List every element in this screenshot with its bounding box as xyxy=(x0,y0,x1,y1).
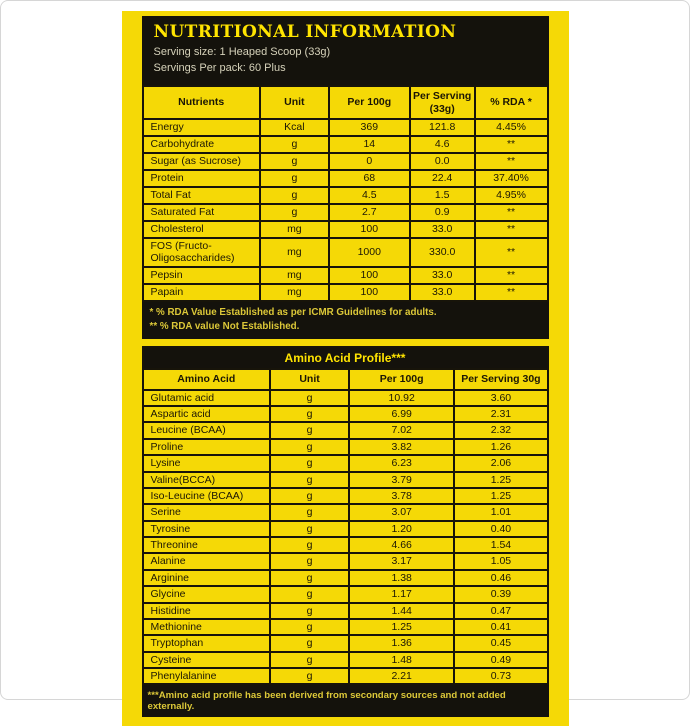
table-row xyxy=(143,422,548,438)
amino-table-header xyxy=(143,347,548,390)
table-cell: 1000 xyxy=(329,238,410,267)
table-cell: 33.0 xyxy=(410,267,475,284)
table-cell: 1.25 xyxy=(454,488,547,504)
table-cell: 1.5 xyxy=(410,187,475,204)
table-cell: 3.07 xyxy=(349,504,454,520)
table-cell: Proline xyxy=(143,439,271,455)
column-header-unit: Unit xyxy=(260,86,329,119)
table-cell: 2.21 xyxy=(349,668,454,684)
table-row xyxy=(143,635,548,651)
table-cell: 100 xyxy=(329,221,410,238)
table-cell: Threonine xyxy=(143,537,271,553)
table-row xyxy=(143,170,548,187)
table-cell: ** xyxy=(475,204,548,221)
table-cell: 1.01 xyxy=(454,504,547,520)
amino-title-row xyxy=(143,347,548,369)
table-cell: 3.60 xyxy=(454,390,547,406)
table-row xyxy=(143,586,548,602)
table-cell: 1.05 xyxy=(454,553,547,569)
column-header-per-serving: Per Serving (33g) xyxy=(410,86,475,119)
table-cell: g xyxy=(270,553,349,569)
table-cell: mg xyxy=(260,221,329,238)
table-cell: g xyxy=(270,635,349,651)
table-cell: Carbohydrate xyxy=(143,136,260,153)
table-cell: 0.9 xyxy=(410,204,475,221)
table-cell: 37.40% xyxy=(475,170,548,187)
column-header-per-serving-30g: Per Serving 30g xyxy=(454,369,547,389)
table-cell: ** xyxy=(475,153,548,170)
table-cell: 2.32 xyxy=(454,422,547,438)
table-row xyxy=(143,537,548,553)
column-header-rda: % RDA * xyxy=(475,86,548,119)
table-cell: 1.36 xyxy=(349,635,454,651)
amino-footnote-band: ***Amino acid profile has been derived from secondary sources and not added externally. xyxy=(142,685,549,717)
table-cell: g xyxy=(270,504,349,520)
table-cell: 1.26 xyxy=(454,439,547,455)
table-cell: g xyxy=(270,455,349,471)
table-row xyxy=(143,284,548,301)
table-row xyxy=(143,488,548,504)
table-row xyxy=(143,504,548,520)
table-cell: 2.31 xyxy=(454,406,547,422)
table-cell: g xyxy=(270,668,349,684)
table-cell: Lysine xyxy=(143,455,271,471)
table-cell: g xyxy=(260,153,329,170)
table-cell: Sugar (as Sucrose) xyxy=(143,153,260,170)
table-cell: 4.66 xyxy=(349,537,454,553)
table-cell: mg xyxy=(260,284,329,301)
column-header-nutrients: Nutrients xyxy=(143,86,260,119)
table-cell: 4.45% xyxy=(475,119,548,136)
table-cell: Cholesterol xyxy=(143,221,260,238)
table-cell: Cysteine xyxy=(143,652,271,668)
table-cell: g xyxy=(270,472,349,488)
table-cell: Valine(BCCA) xyxy=(143,472,271,488)
table-cell: 0.47 xyxy=(454,603,547,619)
table-cell: g xyxy=(260,204,329,221)
table-cell: 2.06 xyxy=(454,455,547,471)
table-cell: 0.45 xyxy=(454,635,547,651)
table-cell: 3.82 xyxy=(349,439,454,455)
table-cell: 6.99 xyxy=(349,406,454,422)
table-cell: 14 xyxy=(329,136,410,153)
table-cell: 330.0 xyxy=(410,238,475,267)
table-cell: 4.6 xyxy=(410,136,475,153)
table-cell: g xyxy=(270,488,349,504)
table-cell: Protein xyxy=(143,170,260,187)
table-cell: ** xyxy=(475,136,548,153)
servings-per-pack-line: Servings Per pack: 60 Plus xyxy=(153,62,286,75)
table-row xyxy=(143,455,548,471)
column-header-amino-acid: Amino Acid xyxy=(143,369,271,389)
table-cell: g xyxy=(270,390,349,406)
table-cell: 3.79 xyxy=(349,472,454,488)
amino-acid-table xyxy=(142,346,549,685)
table-cell: Aspartic acid xyxy=(143,406,271,422)
table-row xyxy=(143,153,548,170)
table-row xyxy=(143,136,548,153)
table-cell: 1.17 xyxy=(349,586,454,602)
table-cell: Pepsin xyxy=(143,267,260,284)
table-cell: ** xyxy=(475,221,548,238)
table-cell: Iso-Leucine (BCAA) xyxy=(143,488,271,504)
column-header-per-100g: Per 100g xyxy=(349,369,454,389)
table-cell: 1.25 xyxy=(454,472,547,488)
table-cell: 0.46 xyxy=(454,570,547,586)
table-cell: g xyxy=(270,537,349,553)
table-row xyxy=(143,267,548,284)
table-cell: 121.8 xyxy=(410,119,475,136)
table-cell: mg xyxy=(260,238,329,267)
nutrition-table xyxy=(142,85,549,302)
nutrition-table-header xyxy=(143,86,548,119)
table-cell: 1.54 xyxy=(454,537,547,553)
table-cell: g xyxy=(270,422,349,438)
table-cell: 4.5 xyxy=(329,187,410,204)
serving-size-line: Serving size: 1 Heaped Scoop (33g) xyxy=(153,45,331,58)
table-row xyxy=(143,439,548,455)
amino-table-body xyxy=(143,390,548,685)
table-cell: 68 xyxy=(329,170,410,187)
table-cell: 1.25 xyxy=(349,619,454,635)
table-row xyxy=(143,406,548,422)
table-row xyxy=(143,652,548,668)
table-cell: Energy xyxy=(143,119,260,136)
table-row xyxy=(143,238,548,267)
table-cell: 0.0 xyxy=(410,153,475,170)
nutrition-header-band xyxy=(142,16,549,85)
table-row xyxy=(143,603,548,619)
table-cell: 369 xyxy=(329,119,410,136)
column-header-per-100g: Per 100g xyxy=(329,86,410,119)
table-cell: g xyxy=(270,521,349,537)
table-cell: 33.0 xyxy=(410,221,475,238)
section-divider xyxy=(142,339,549,346)
table-cell: Papain xyxy=(143,284,260,301)
table-cell: 3.78 xyxy=(349,488,454,504)
table-cell: 1.38 xyxy=(349,570,454,586)
table-cell: g xyxy=(270,603,349,619)
table-cell: 2.7 xyxy=(329,204,410,221)
table-cell: 0.49 xyxy=(454,652,547,668)
table-cell: Alanine xyxy=(143,553,271,569)
column-header-unit: Unit xyxy=(270,369,349,389)
rda-footnotes-band xyxy=(142,302,549,339)
table-cell: 3.17 xyxy=(349,553,454,569)
table-cell: 0.40 xyxy=(454,521,547,537)
table-cell: Glutamic acid xyxy=(143,390,271,406)
table-cell: Leucine (BCAA) xyxy=(143,422,271,438)
table-cell: ** xyxy=(475,238,548,267)
table-row xyxy=(143,187,548,204)
table-cell: Glycine xyxy=(143,586,271,602)
table-cell: 100 xyxy=(329,267,410,284)
table-cell: 100 xyxy=(329,284,410,301)
table-row xyxy=(143,668,548,684)
table-row xyxy=(143,221,548,238)
table-cell: Phenylalanine xyxy=(143,668,271,684)
table-cell: g xyxy=(260,170,329,187)
table-cell: 1.44 xyxy=(349,603,454,619)
table-cell: FOS (Fructo-Oligosaccharides) xyxy=(143,238,260,267)
table-cell: g xyxy=(260,136,329,153)
table-cell: Methionine xyxy=(143,619,271,635)
page-title: NUTRITIONAL INFORMATION xyxy=(153,22,457,42)
table-cell: 7.02 xyxy=(349,422,454,438)
table-cell: ** xyxy=(475,267,548,284)
nutrition-table-body xyxy=(143,119,548,301)
table-cell: 0.73 xyxy=(454,668,547,684)
table-row xyxy=(143,204,548,221)
nutrition-label xyxy=(122,11,569,726)
table-cell: Total Fat xyxy=(143,187,260,204)
table-header-row xyxy=(143,86,548,119)
table-cell: 0.41 xyxy=(454,619,547,635)
table-cell: 6.23 xyxy=(349,455,454,471)
footnote-established: * % RDA Value Established as per ICMR Guidelines for adults. xyxy=(149,306,437,318)
table-cell: g xyxy=(270,439,349,455)
table-cell: 4.95% xyxy=(475,187,548,204)
table-cell: Saturated Fat xyxy=(143,204,260,221)
table-row xyxy=(143,553,548,569)
table-row xyxy=(143,472,548,488)
table-cell: Serine xyxy=(143,504,271,520)
table-row xyxy=(143,119,548,136)
table-cell: 0.39 xyxy=(454,586,547,602)
table-cell: 10.92 xyxy=(349,390,454,406)
table-cell: 1.20 xyxy=(349,521,454,537)
table-cell: 0 xyxy=(329,153,410,170)
table-cell: mg xyxy=(260,267,329,284)
table-cell: Kcal xyxy=(260,119,329,136)
table-cell: 1.48 xyxy=(349,652,454,668)
table-cell: g xyxy=(260,187,329,204)
table-row xyxy=(143,390,548,406)
table-cell: Tyrosine xyxy=(143,521,271,537)
amino-acid-profile-title: Amino Acid Profile*** xyxy=(143,347,548,369)
table-cell: g xyxy=(270,652,349,668)
table-cell: 33.0 xyxy=(410,284,475,301)
table-header-row xyxy=(143,369,548,389)
table-cell: Arginine xyxy=(143,570,271,586)
table-cell: Histidine xyxy=(143,603,271,619)
table-cell: g xyxy=(270,619,349,635)
table-row xyxy=(143,570,548,586)
table-cell: g xyxy=(270,586,349,602)
table-cell: 22.4 xyxy=(410,170,475,187)
table-row xyxy=(143,619,548,635)
table-cell: ** xyxy=(475,284,548,301)
footnote-not-established: ** % RDA value Not Established. xyxy=(149,320,300,332)
table-cell: Tryptophan xyxy=(143,635,271,651)
table-cell: g xyxy=(270,406,349,422)
table-row xyxy=(143,521,548,537)
table-cell: g xyxy=(270,570,349,586)
